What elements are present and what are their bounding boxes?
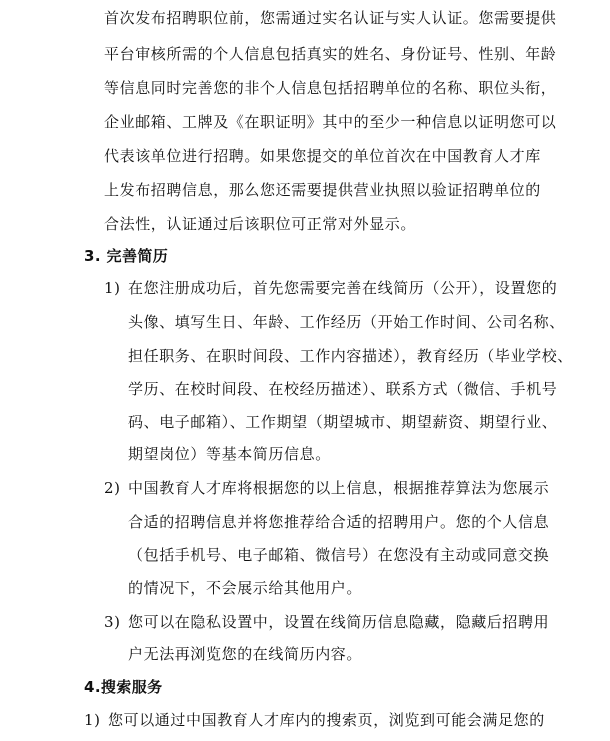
paragraph-line: 上发布招聘信息，那么您还需要提供营业执照以验证招聘单位的 xyxy=(104,181,541,199)
list-item-line: 担任职务、在职时间段、工作内容描述），教育经历（毕业学校、 xyxy=(128,347,573,365)
list-item-line: 码、电子邮箱）、工作期望（期望城市、期望薪资、期望行业、 xyxy=(128,413,558,431)
list-item-line: 户无法再浏览您的在线简历内容。 xyxy=(128,645,363,663)
list-item-line: （包括手机号、电子邮箱、微信号）在您没有主动或同意交换 xyxy=(128,546,550,564)
list-item-line: 期望岗位）等基本简历信息。 xyxy=(128,445,331,463)
list-item-line: 您可以在隐私设置中，设置在线简历信息隐藏，隐藏后招聘用 xyxy=(128,613,550,631)
paragraph-line: 代表该单位进行招聘。如果您提交的单位首次在中国教育人才库 xyxy=(104,147,541,165)
list-item-line: 您可以通过中国教育人才库内的搜索页，浏览到可能会满足您的 xyxy=(108,711,545,729)
paragraph-line: 等信息同时完善您的非个人信息包括招聘单位的名称、职位头衔， xyxy=(104,79,557,97)
paragraph-line: 首次发布招聘职位前，您需通过实名认证与实人认证。您需要提供 xyxy=(104,9,557,27)
list-item-line: 中国教育人才库将根据您的以上信息，根据推荐算法为您展示 xyxy=(128,479,550,497)
list-item-line: 在您注册成功后，首先您需要完善在线简历（公开），设置您的 xyxy=(128,279,558,297)
list-item-line: 的情况下，不会展示给其他用户。 xyxy=(128,579,363,597)
section-heading: 4.搜索服务 xyxy=(84,678,163,696)
list-item-number: 3) xyxy=(104,613,121,631)
list-item-line: 合适的招聘信息并将您推荐给合适的招聘用户。您的个人信息 xyxy=(128,513,550,531)
list-item-number: 1) xyxy=(104,279,121,297)
list-item-line: 学历、在校时间段、在校经历描述）、联系方式（微信、手机号 xyxy=(128,380,558,398)
list-item-number: 2) xyxy=(104,479,121,497)
paragraph-line: 合法性，认证通过后该职位可正常对外显示。 xyxy=(104,215,417,233)
paragraph-line: 企业邮箱、工牌及《在职证明》其中的至少一种信息以证明您可以 xyxy=(104,113,557,131)
list-item-number: 1) xyxy=(84,711,101,729)
paragraph-line: 平台审核所需的个人信息包括真实的姓名、身份证号、性别、年龄 xyxy=(104,45,557,63)
section-heading: 3. 完善简历 xyxy=(84,247,169,265)
list-item-line: 头像、填写生日、年龄、工作经历（开始工作时间、公司名称、 xyxy=(128,313,565,331)
